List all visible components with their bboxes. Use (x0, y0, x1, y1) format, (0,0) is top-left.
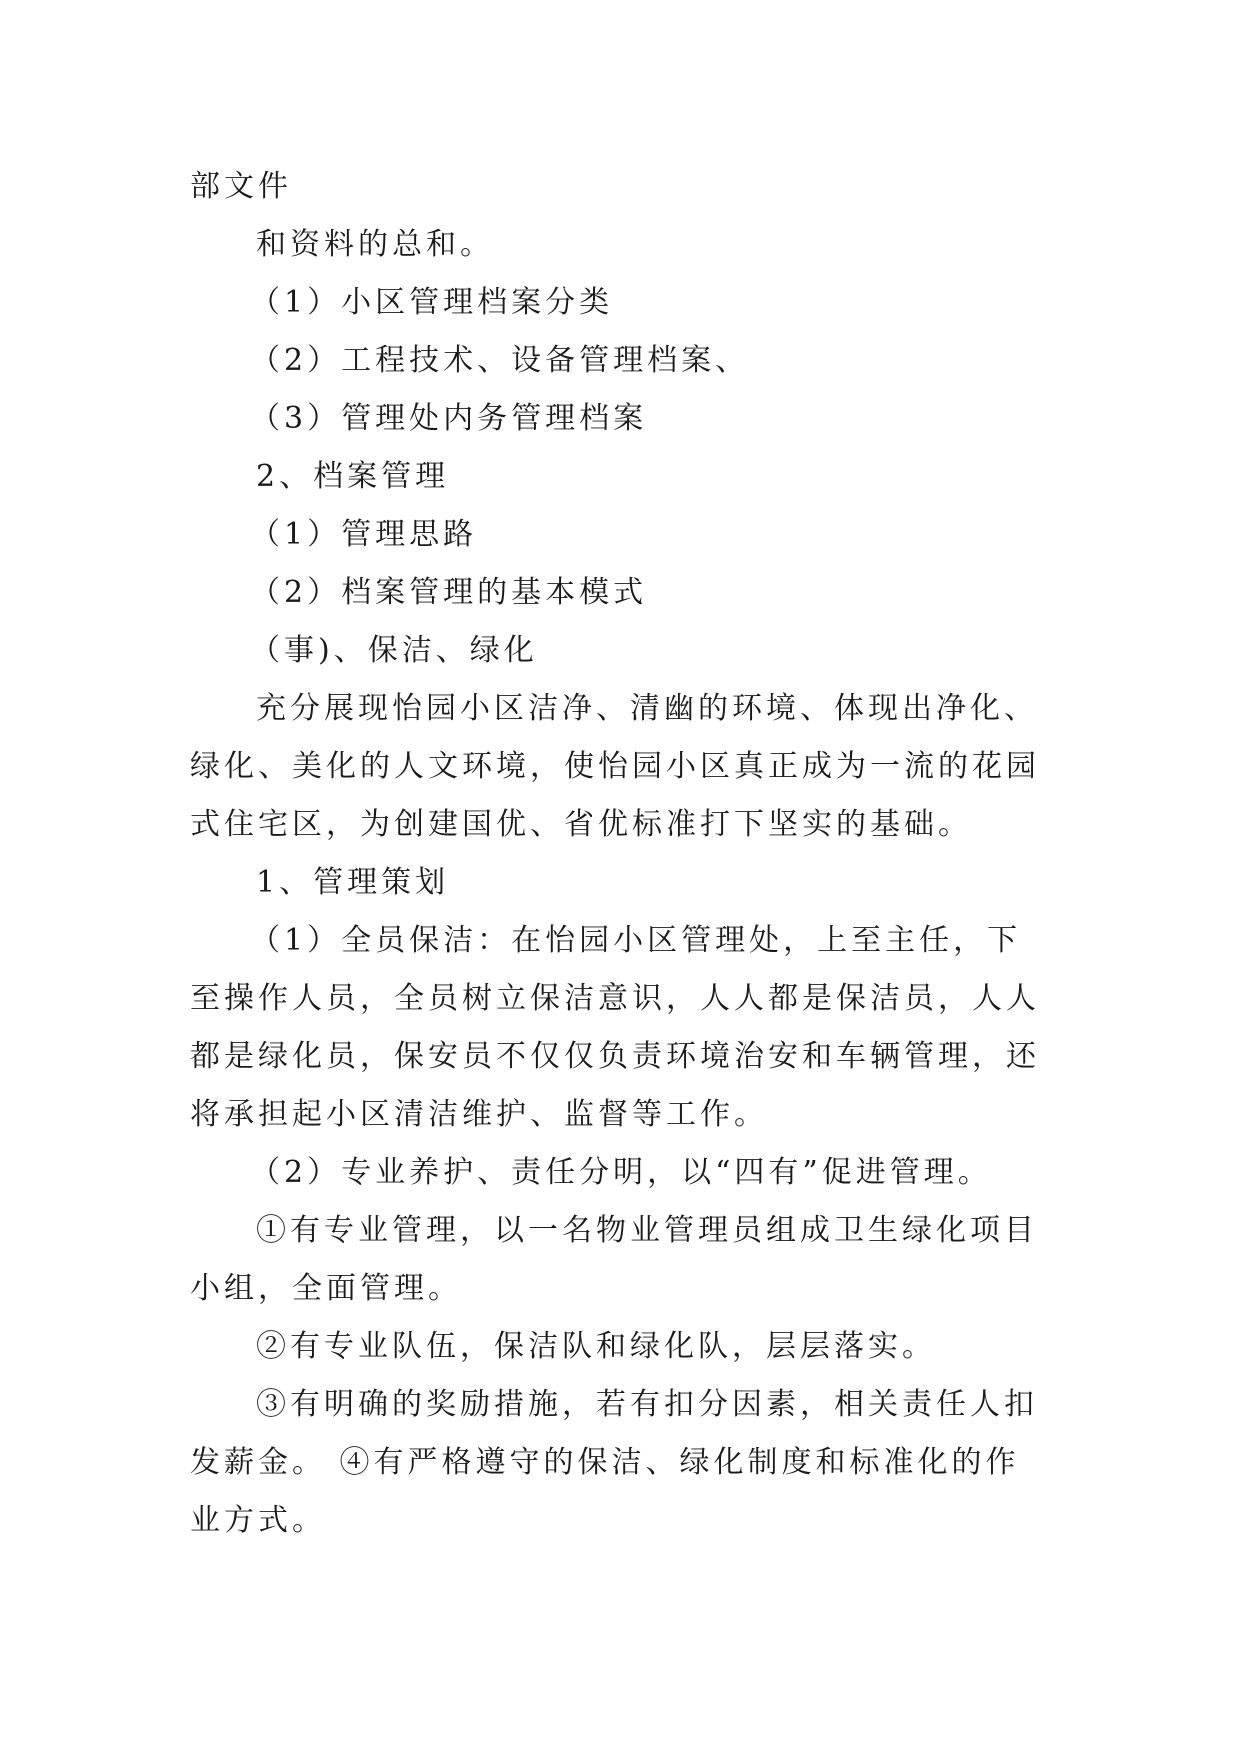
list-item: （1）小区管理档案分类 (250, 285, 614, 320)
paragraph: （2）专业养护、责任分明，以“四有”促进管理。 (250, 1155, 992, 1190)
list-item: （2）工程技术、设备管理档案、 (250, 343, 750, 378)
paragraph: ①有专业管理，以一名物业管理员组成卫生绿化项目小组，全面管理。 (190, 1213, 1038, 1306)
paragraph: ②有专业队伍，保洁队和绿化队，层层落实。 (256, 1329, 936, 1364)
section-heading: （事)、保洁、绿化 (250, 633, 538, 668)
document-body (190, 158, 1050, 1550)
paragraph: 充分展现怡园小区洁净、清幽的环境、体现出净化、绿化、美化的人文环境，使怡园小区真正成为一流的花园式住宅区，为创建国优、省优标准打下坚实的基础。 (190, 691, 1040, 842)
paragraph: ③有明确的奖励措施，若有扣分因素，相关责任人扣发薪金。 ④有严格遵守的保洁、绿化制度和标准化的作业方式。 (190, 1387, 1038, 1538)
paragraph: （1）全员保洁：在怡园小区管理处，上至主任，下至操作人员，全员树立保洁意识，人人都是保洁员，人人都是绿化员，保安员不仅仅负责环境治安和车辆管理，还将承担起小区清洁维护、监督等工作。 (190, 923, 1040, 1132)
list-item: （2）档案管理的基本模式 (250, 575, 648, 610)
section-heading: 1、管理策划 (256, 865, 450, 900)
paragraph: 和资料的总和。 (256, 227, 494, 262)
paragraph: 部文件 (190, 169, 292, 204)
list-item: （3）管理处内务管理档案 (250, 401, 648, 436)
section-heading: 2、档案管理 (256, 459, 450, 494)
list-item: （1）管理思路 (250, 517, 478, 552)
